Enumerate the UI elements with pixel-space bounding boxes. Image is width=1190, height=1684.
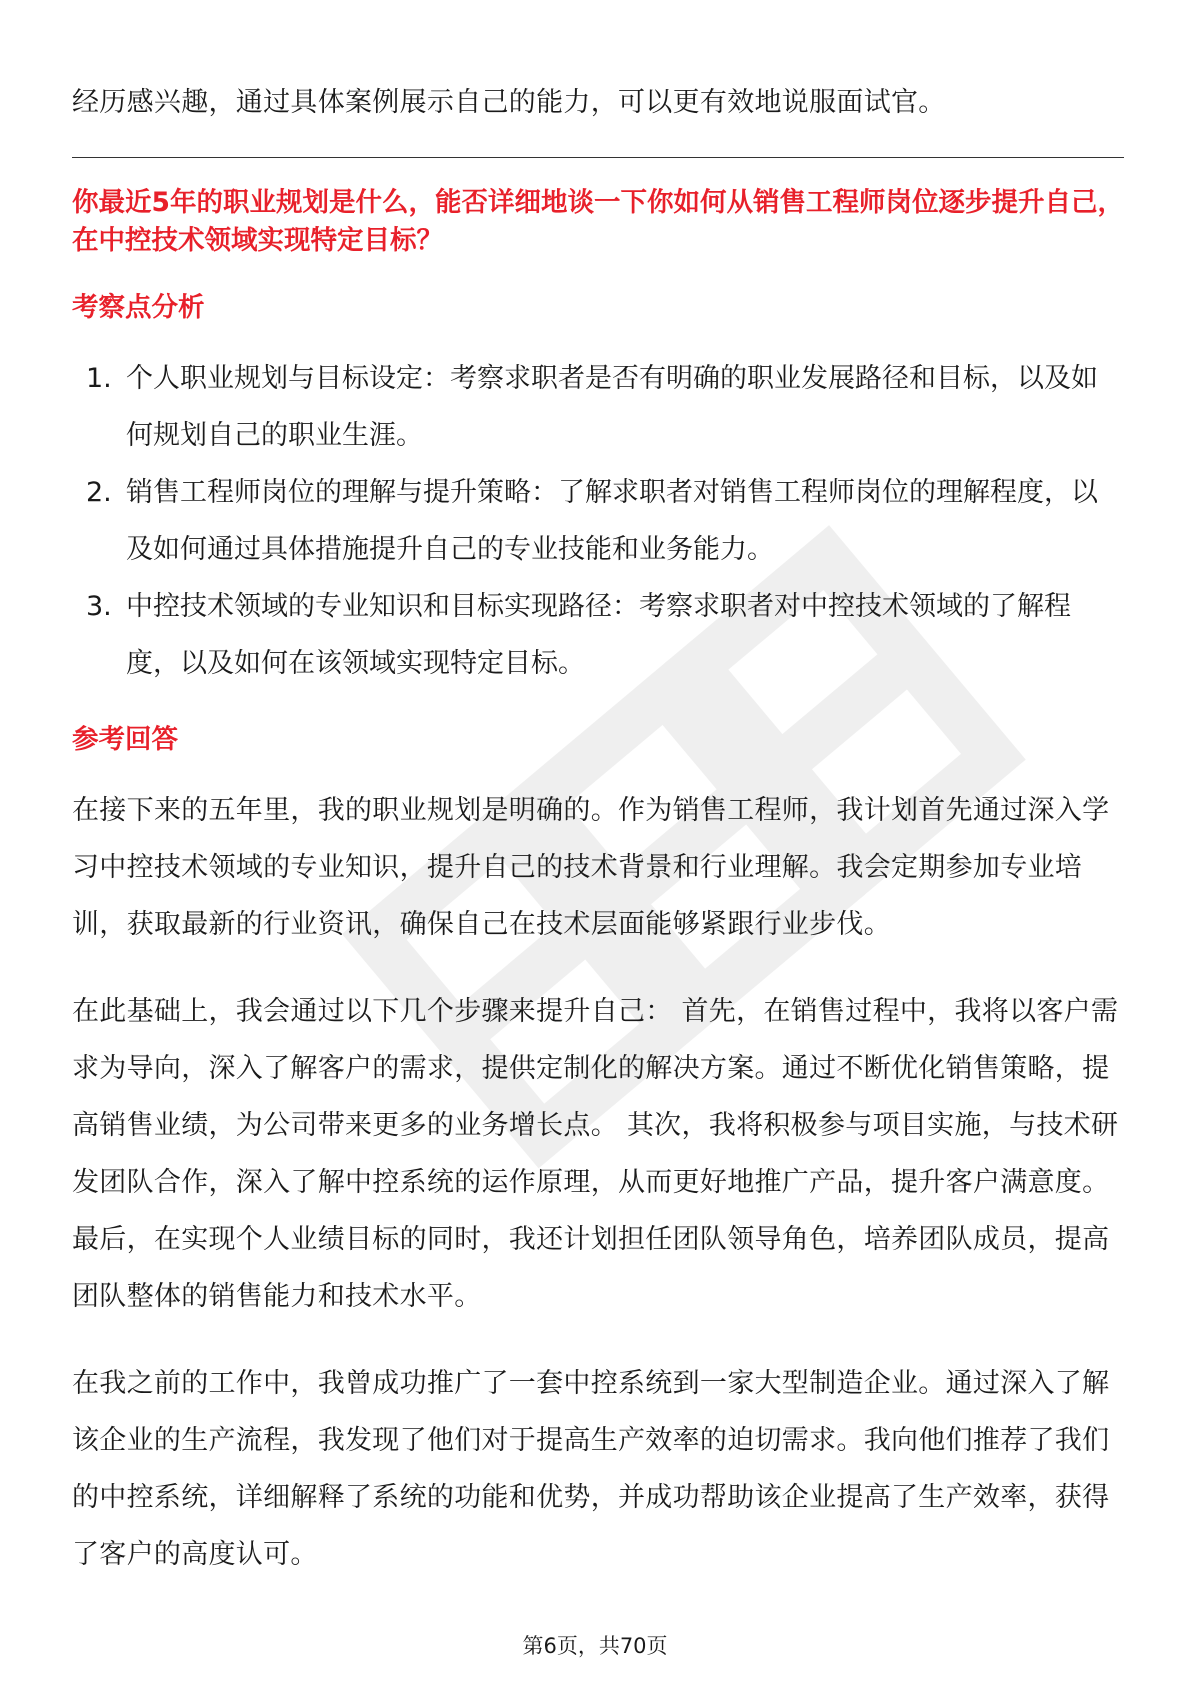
list-item-number: 1. xyxy=(86,363,112,394)
answer-paragraph: 在此基础上，我会通过以下几个步骤来提升自己： 首先，在销售过程中，我将以客户需求为导向，深入了解客户的需求，提供定制化的解决方案。通过不断优化销售策略，提高销售业绩，为公司带来更多的业务增长点。 其次，我将积极参与项目实施，与技术研发团队合作，深入了解中控系统的运作原理，从而更好地推广产品，提升客户满意度。 最后，在实现个人业绩目标的同时，我还计划担任团队领导角色，培养团队成员，提高团队整体的销售能力和技术水平。 xyxy=(72,996,1119,1312)
answer-heading: 参考回答 xyxy=(72,724,178,755)
list-item xyxy=(72,350,1124,464)
analysis-list xyxy=(72,350,1124,692)
list-item-number: 3. xyxy=(86,591,112,622)
answer-paragraph: 在我之前的工作中，我曾成功推广了一套中控系统到一家大型制造企业。通过深入了解该企业的生产流程，我发现了他们对于提高生产效率的迫切需求。我向他们推荐了我们的中控系统，详细解释了系统的功能和优势，并成功帮助该企业提高了生产效率，获得了客户的高度认可。 xyxy=(72,1368,1110,1570)
list-item-text: 销售工程师岗位的理解与提升策略：了解求职者对销售工程师岗位的理解程度，以及如何通过具体措施提升自己的专业技能和业务能力。 xyxy=(126,477,1098,565)
list-item xyxy=(72,578,1124,692)
list-item xyxy=(72,464,1124,578)
section-divider xyxy=(72,157,1124,158)
list-item-number: 2. xyxy=(86,477,112,508)
interview-question: 你最近5年的职业规划是什么，能否详细地谈一下你如何从销售工程师岗位逐步提升自己，在中控技术领域实现特定目标？ xyxy=(72,187,1124,256)
answer-paragraph: 在接下来的五年里，我的职业规划是明确的。作为销售工程师，我计划首先通过深入学习中控技术领域的专业知识，提升自己的技术背景和行业理解。我会定期参加专业培训，获取最新的行业资讯，确保自己在技术层面能够紧跟行业步伐。 xyxy=(72,795,1110,940)
page-number-footer: 第6页，共70页 xyxy=(522,1634,668,1658)
list-item-text: 中控技术领域的专业知识和目标实现路径：考察求职者对中控技术领域的了解程度，以及如何在该领域实现特定目标。 xyxy=(126,591,1071,679)
list-item-text: 个人职业规划与目标设定：考察求职者是否有明确的职业发展路径和目标，以及如何规划自己的职业生涯。 xyxy=(126,363,1098,451)
intro-tail-paragraph: 经历感兴趣，通过具体案例展示自己的能力，可以更有效地说服面试官。 xyxy=(72,87,946,118)
analysis-heading: 考察点分析 xyxy=(72,292,205,323)
page-content xyxy=(72,74,1124,1583)
